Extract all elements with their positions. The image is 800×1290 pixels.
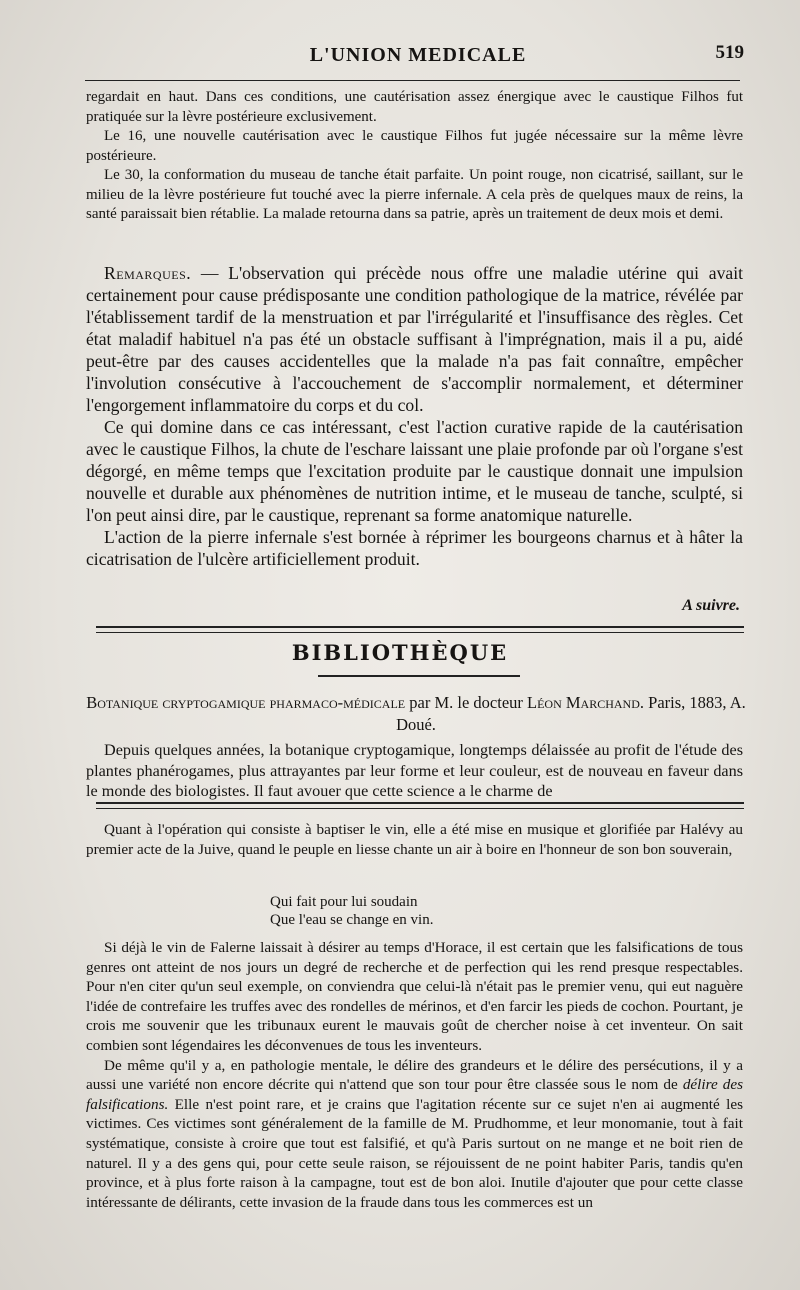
verse-line: Que l'eau se change en vin. bbox=[270, 912, 434, 928]
verse-line: Qui fait pour lui soudain bbox=[270, 894, 418, 910]
feuilleton-paragraph bbox=[86, 1056, 743, 1213]
review-paragraph: Depuis quelques années, la botanique cryptogamique, longtemps délaissée au profit de l'étude des plantes phanérogames, plus attrayantes par leur forme et leur couleur, est de nouveau en faveur dans le monde des biologistes. Il faut avouer que cette science a le charme de bbox=[86, 741, 743, 800]
running-head: L'UNION MEDICALE bbox=[309, 44, 527, 66]
case-paragraph: Le 30, la conformation du museau de tanche était parfaite. Un point rouge, non cicatrisé, saillant, sur le milieu de la lèvre postérieure fut touché avec la pierre infernale. A cela près de quelques maux de reins, la santé paraissait bien rétablie. La malade retourna dans sa patrie, après un traitement de deux mois et demi. bbox=[86, 167, 743, 222]
book-reference bbox=[86, 692, 746, 736]
feuilleton-italic: délire des falsifications. bbox=[86, 1076, 744, 1113]
remarques-paragraph: L'action de la pierre infernale s'est bornée à réprimer les bourgeons charnus et à hâter la cicatrisation de l'ulcère artificiellement produit. bbox=[86, 527, 743, 569]
book-place-date: Paris, 1883, A. Doué. bbox=[396, 693, 746, 734]
title-underline bbox=[318, 675, 520, 677]
page-header bbox=[88, 40, 748, 74]
review-text bbox=[86, 740, 743, 802]
feuilleton-rule bbox=[96, 802, 744, 809]
remarques-section bbox=[86, 262, 743, 570]
feuilleton-text: Elle n'est point rare, et je crains que l'agitation récente sur ce sujet n'en ai augmenté les victimes. Ces victimes sont généralement de la famille de M. Prudhomme, et leur monomanie, tout à fait systématique, consiste à croire que tout est falsifié, et qu'à Paris surtout on ne mange et ne boit rien de naturel. Il y a des gens qui, pour cette seule raison, se réjouissent de ne point habiter Paris, tandis qu'en province, et à plus forte raison à la campagne, tout est de bon aloi. Inutile d'ajouter que pour cette classe intéressante de délirants, cette invasion de la fraude dans tous les commerces est un bbox=[86, 1095, 743, 1211]
book-author: Léon Marchand. bbox=[527, 693, 645, 712]
feuilleton bbox=[86, 820, 743, 859]
section-title: BIBLIOTHÈQUE bbox=[291, 640, 509, 665]
verse-quote bbox=[270, 893, 433, 929]
feuilleton-intro: Quant à l'opération qui consiste à baptiser le vin, elle a été mise en musique et glorifiée par Halévy au premier acte de la Juive, quand le peuple en liesse chante un air à boire en l'honneur de son bon souverain, bbox=[86, 821, 743, 858]
remarques-text: — L'observation qui précède nous offre une maladie utérine qui avait certainement pour cause prédisposante une condition pathologique de la matrice, révélée par l'établissement tardif de la menstruation et par l'irrégularité et l'insuffisance des règles. Cet état maladif habituel n'a pas été un obstacle suffisant à l'imprégnation, mais il a pu, aidé peut-être par des causes accidentelles que la malade n'a pas fait connaître, empêcher l'involution consécutive à l'accouchement de s'accomplir normalement, et déterminer l'engorgement inflammatoire du corps et du col. bbox=[86, 263, 743, 415]
feuilleton-paragraph: Si déjà le vin de Falerne laissait à désirer au temps d'Horace, il est certain que les falsifications de tous genres ont atteint de nos jours un degré de recherche et de perfection qui les rend presque respectables. Pour n'en citer qu'un seul exemple, on conviendra que celui-là n'était pas le premier venu, qui eut naguère l'idée de contrefaire les truffes avec des rondelles de mérinos, et d'en farcir les pieds de cochon. Pourtant, je crois me souvenir que les tribunaux eurent le mauvais goût de chercher noise à cet inventeur. On sait combien sont légendaires les déconvenues de tous les inventeurs. bbox=[86, 939, 743, 1054]
case-report bbox=[86, 88, 743, 225]
feuilleton-body bbox=[86, 938, 743, 1212]
header-rule bbox=[85, 80, 740, 81]
continuation-note: A suivre. bbox=[682, 597, 740, 614]
book-by: par M. le docteur bbox=[405, 693, 528, 712]
remarques-paragraph bbox=[86, 262, 743, 416]
book-title: Botanique cryptogamique pharmaco-médicale bbox=[86, 693, 406, 712]
remarques-label: Remarques. bbox=[104, 263, 192, 283]
remarques-paragraph: Ce qui domine dans ce cas intéressant, c'est l'action curative rapide de la cautérisation avec le caustique Filhos, la chute de l'eschare laissant une plaie profonde par où l'organe s'est dégorgé, en même temps que l'excitation produite par le caustique donnait une impulsion nouvelle et durable aux phénomènes de nutrition intime, et le museau de tanche, sculpté, si l'on peut ainsi dire, par le caustique, reprenant sa forme anatomique naturelle. bbox=[86, 417, 743, 525]
page-number: 519 bbox=[715, 42, 744, 63]
case-paragraph: Le 16, une nouvelle cautérisation avec le caustique Filhos fut jugée nécessaire sur la même lèvre postérieure. bbox=[86, 128, 743, 164]
case-paragraph: regardait en haut. Dans ces conditions, une cautérisation assez énergique avec le caustique Filhos fut pratiquée sur la lèvre postérieure exclusivement. bbox=[86, 89, 743, 125]
feuilleton-text: De même qu'il y a, en pathologie mentale, le délire des grandeurs et le délire des persécutions, il y a aussi une variété non encore décrite qui n'attend que son tour pour être classée sous le nom de bbox=[86, 1056, 743, 1094]
section-rule bbox=[96, 626, 744, 633]
